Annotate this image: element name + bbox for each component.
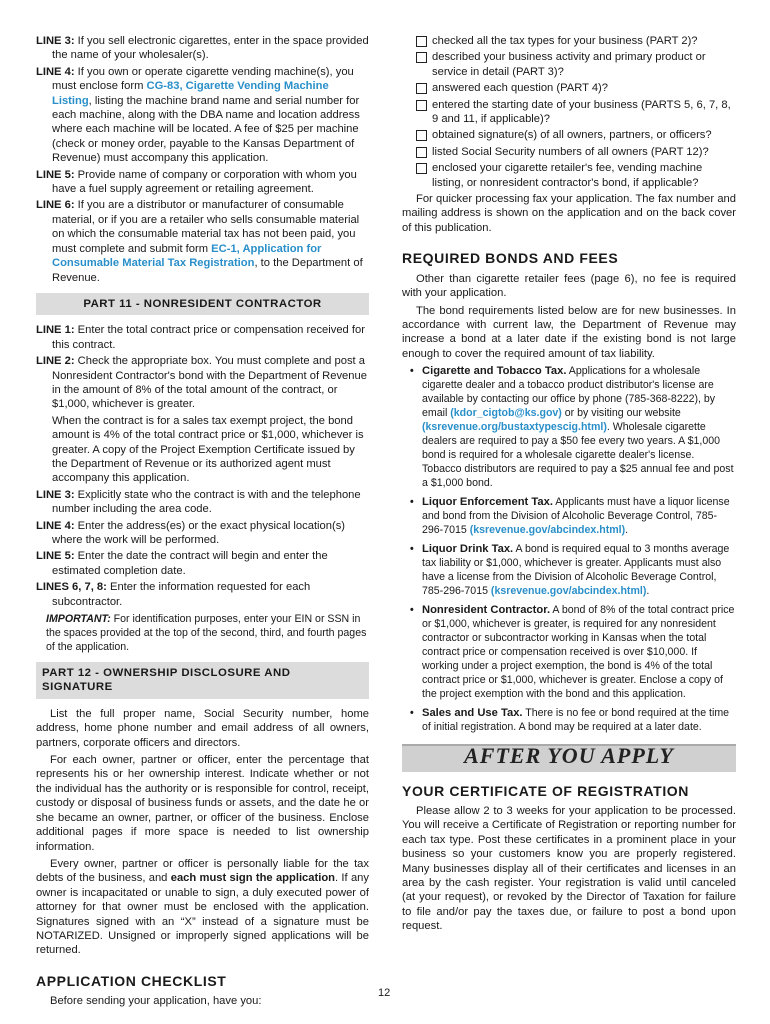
checkbox[interactable] xyxy=(416,163,427,174)
abc-website-link[interactable]: (ksrevenue.gov/abcindex.html) xyxy=(469,524,626,537)
checklist-intro: Before sending your application, have you: xyxy=(50,995,262,1008)
part11-line-1: LINE 1: Enter the total contract price or compensation received for this contract. xyxy=(36,324,365,351)
checklist-item[interactable]: listed Social Security numbers of all owners (PART 12)? xyxy=(402,145,736,159)
checklist-item[interactable]: described your business activity and primary product or service in detail (PART 3)? xyxy=(402,50,736,79)
left-column xyxy=(36,34,369,1012)
line-3-instruction: LINE 3: If you sell electronic cigarettes, enter in the space provided the name of your wholesaler(s). xyxy=(36,35,369,62)
part11-line-5: LINE 5: Enter the date the contract will begin and enter the estimated completion date. xyxy=(36,550,328,577)
checklist-item[interactable]: obtained signature(s) of all owners, partners, or officers? xyxy=(402,128,736,142)
bond-item-liquor-enforcement: • Liquor Enforcement Tax. Applicants must have a liquor license and bond from the Division of Alcoholic Beverage Control, 785-296-7015 (ksrevenue.gov/abcindex.html). xyxy=(410,496,730,537)
bond-item-cigarette: • Cigarette and Tobacco Tax. Applications for a wholesale cigarette dealer and a tobacco product distributor's license are available by contacting our office by phone (785-368-8222), by email (kdor_cigtob@ks.gov) or by visiting our website (ksrevenue.org/bustaxtypescig.html). Wholesale cigarette dealers are required to pay a $50 fee every two years. A $1,000 bond is required for a wholesale cigarette dealer's license. Tobacco distributors are required to pay a $25 annual fee and post a $1,000 bond. xyxy=(410,365,734,490)
abc-website-link[interactable]: (ksrevenue.gov/abcindex.html) xyxy=(490,585,647,598)
checkbox[interactable] xyxy=(416,100,427,111)
line-4-instruction: LINE 4: If you own or operate cigarette vending machine(s), you must enclose form CG-83, Cigarette Vending Machine Listing, listing the machine brand name and serial number for each machine, along with the DBA name and location address where each machine will be located. A fee of $25 per machine (check or money order, payable to the Kansas Department of Revenue) must accompany this application. xyxy=(36,65,360,165)
part11-line-3: LINE 3: Explicitly state who the contract is with and the telephone number including the area code. xyxy=(36,488,361,516)
bonds-paragraph-2: The bond requirements listed below are for new businesses. In accordance with current law, the Department of Revenue may increase a bond at a later date if the existing bond is not large enough to cover the required amount of tax liability. xyxy=(402,304,736,360)
certificate-text: Please allow 2 to 3 weeks for your application to be processed. You will receive a Certificate of Registration or reporting number for each tax type. Post these certificates in a prominent place in your business so your customers know you are properly registered. Many businesses display all of their certificates and licenses in an area by the cash register. Your registration is valid until canceled (at your request), or revoked by the Director of Taxation for failure to file and/or pay the taxes due, or failure to post a bond upon request. xyxy=(402,804,736,933)
bond-item-nonresident-contractor: • Nonresident Contractor. A bond of 8% of the total contract price or $1,000, whichever is greater, is required for any nonresident contractor or subcontractor working in Kansas when the total contract price or compensation received is over $10,000. If working under a project exemption, the bond is 4% of the total contract price or $1,000, whichever is greater. Enclose a copy of the project exemption with the bond and this application. xyxy=(410,604,735,701)
required-bonds-heading: REQUIRED BONDS AND FEES xyxy=(402,250,619,267)
checklist-item[interactable]: enclosed your cigarette retailer's fee, vending machine listing, or nonresident contractor's bond, if applicable? xyxy=(402,161,736,190)
bond-item-liquor-drink: • Liquor Drink Tax. A bond is required equal to 3 months average tax liability or $1,000, whichever is greater. Applicants must also have a license from the Division of Alcoholic Beverage Control, 785-296-7015 (ksrevenue.gov/abcindex.html). xyxy=(410,543,730,598)
checkbox[interactable] xyxy=(416,36,427,47)
page-number: 12 xyxy=(378,987,391,999)
email-link[interactable]: (kdor_cigtob@ks.gov) xyxy=(450,407,562,420)
right-column xyxy=(402,34,736,937)
application-checklist-heading: APPLICATION CHECKLIST xyxy=(36,972,227,989)
line-6-instruction: LINE 6: If you are a distributor or manufacturer of consumable material, or if you are a retailer who sells consumable material on which the consumable material tax has not been paid, you must complete and submit form EC-1, Application for Consumable Material Tax Registration, to the Department of Revenue. xyxy=(36,199,363,284)
checklist xyxy=(402,34,736,190)
part-12-heading: PART 12 - OWNERSHIP DISCLOSURE AND SIGNATURE xyxy=(36,662,369,699)
checkbox[interactable] xyxy=(416,130,427,141)
checkbox[interactable] xyxy=(416,83,427,94)
website-link[interactable]: (ksrevenue.org/bustaxtypescig.html) xyxy=(422,421,607,434)
after-you-apply-banner: AFTER YOU APPLY xyxy=(402,744,736,771)
part12-paragraph-3: Every owner, partner or officer is personally liable for the tax debts of the business, and each must sign the application. If any owner is incapacitated or unable to sign, a duly executed power of attorney for that owner must be enclosed with the application. Signatures signed with an “X” instead of a signature must be NOTARIZED. Unsigned or improperly signed applications will be returned. xyxy=(36,857,369,957)
part12-paragraph-2: For each owner, partner or officer, enter the percentage that represents his or her ownership interest. Indicate whether or not the individual has the authority or is responsible for control, receipt, custody or disposal of business funds or assets, and the date he or she became an owner, partner, or officer of the business. Enclose additional pages if more space is needed to list ownership information. xyxy=(36,754,369,853)
certificate-heading: YOUR CERTIFICATE OF REGISTRATION xyxy=(402,782,690,799)
part11-line-2: LINE 2: Check the appropriate box. You must complete and post a Nonresident Contractor's bond with the Department of Revenue in the amount of 8% of the total amount of the contract, or $1,000, whichever is greater. xyxy=(36,355,367,411)
important-note: IMPORTANT: For identification purposes, enter your EIN or SSN in the spaces provided at the top of the second, third, and fourth pages of the application. xyxy=(46,613,367,654)
fax-note: For quicker processing fax your application. The fax number and mailing address is shown on the application and on the back cover of this publication. xyxy=(402,193,736,234)
part11-lines-6-7-8: LINES 6, 7, 8: Enter the information requested for each subcontractor. xyxy=(36,581,311,608)
bond-item-sales-use: • Sales and Use Tax. There is no fee or bond required at the time of initial registration. A bond may be required at a later date. xyxy=(410,707,730,734)
checkbox[interactable] xyxy=(416,147,427,158)
part12-paragraph-1: List the full proper name, Social Security number, home address, home phone number and email address of all owners, partners, corporate officers and directors. xyxy=(36,707,369,749)
bonds-paragraph-1: Other than cigarette retailer fees (page 6), no fee is required with your application. xyxy=(402,272,736,300)
part11-line-4: LINE 4: Enter the address(es) or the exact physical location(s) where the work will be performed. xyxy=(36,519,346,546)
ec-1-form-link[interactable]: EC-1, Application for Consumable Material Tax Registration xyxy=(52,242,322,270)
part11-line-2-exempt-note: When the contract is for a sales tax exempt project, the bond amount is 4% of the total contract price or $1,000, whichever is greater. A copy of the Project Exemption Certificate issued by the Department of Revenue or its authorized agent must accompany this application. xyxy=(52,414,364,485)
part-11-heading: PART 11 - NONRESIDENT CONTRACTOR xyxy=(36,293,369,315)
checklist-item[interactable]: checked all the tax types for your business (PART 2)? xyxy=(402,34,736,48)
line-5-instruction: LINE 5: Provide name of company or corporation with whom you have a fuel supply agreement or retailing agreement. xyxy=(36,168,357,196)
cg-83-form-link[interactable]: CG-83, Cigarette Vending Machine Listing xyxy=(52,80,329,107)
checkbox[interactable] xyxy=(416,52,427,63)
checklist-item[interactable]: answered each question (PART 4)? xyxy=(402,81,736,95)
checklist-item[interactable]: entered the starting date of your business (PARTS 5, 6, 7, 8, 9 and 11, if applicable)? xyxy=(402,98,736,127)
